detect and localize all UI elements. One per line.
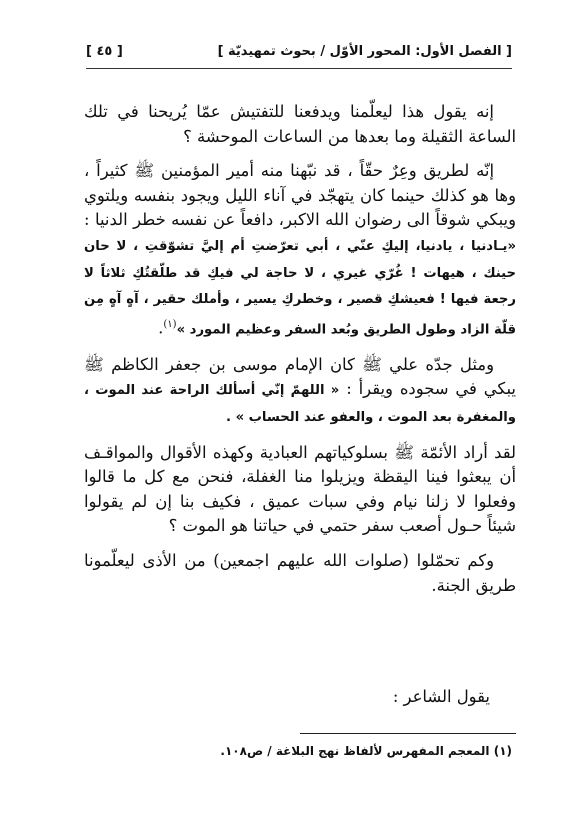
footnote-divider xyxy=(300,733,516,734)
paragraph-text: لقد أراد الأئمّة ﷺ بسلوكياتهم العبادية وكهذه الأقوال والمواقـف أن يبعثوا فينا اليقظة ويزيلوا منا الغفلة، فنحن مع كل ما قالوا وفعلوا لا زلنا نيام وفي سبات عميق ، فكيف بنا إن لم يقولوا شيئاً حـول أصعب سفر حتمي في حياتنا هو الموت ؟ xyxy=(84,442,516,536)
paragraph-text: ومثل جدّه علي ﷺ كان الإمام موسى بن جعفر الكاظم ﷺ يبكي في سجوده ويقرأ : xyxy=(84,354,516,399)
paragraph-3 xyxy=(84,353,516,431)
poet-intro-line: يقول الشاعر : xyxy=(392,687,490,706)
header-divider xyxy=(86,68,512,69)
chapter-title: [ الفصل الأول: المحور الأوّل / بحوث تمهيديّة ] xyxy=(217,44,512,59)
paragraph-tail: . xyxy=(158,318,164,338)
footnote-reference: (١) xyxy=(163,318,177,330)
quote-text: « اللهمّ إنّي أسألك الراحة عند الموت ، والمغفرة بعد الموت ، والعفو عند الحساب » . xyxy=(84,383,516,425)
paragraph-text: إنّه لطريق وعِرٌ حقّاً ، قد نبّهنا منه أمير المؤمنين ﷺ كثيراً ، وها هو كذلك حينما كان يتهجّد في آناء الليل ويجود بنفسه ويلتوي ويبكي شوقاً الى رضوان الله الاكبر، دافعاً عن نفسه خطر الدنيا : xyxy=(84,161,516,230)
paragraph-text: إنه يقول هذا ليعلّمنا ويدفعنا للتفتيش عمّا يُريحنا في تلك الساعة الثقيلة وما بعدها من الساعات الموحشة ؟ xyxy=(84,102,516,146)
paragraph-5 xyxy=(84,549,516,598)
footnote: (١) المعجم المفهرس لألفاظ نهج البلاغة / ص١٠٨. xyxy=(220,744,512,758)
paragraph-text: وكم تحمّلوا (صلوات الله عليهم اجمعين) من الأذى ليعلّمونا طريق الجنة. xyxy=(84,550,516,595)
paragraph-2 xyxy=(84,159,516,343)
page-header xyxy=(86,44,512,66)
body-text xyxy=(84,100,516,608)
page-number: [ ٤٥ ] xyxy=(86,44,123,59)
paragraph-1 xyxy=(84,100,516,149)
paragraph-4 xyxy=(84,441,516,539)
quote-text: «يـادنيا ، يادنيا، إليكِ عنّي ، أبي تعرّضتِ أم إليَّ تشوّقتِ ، لا حان حينك ، هيهات ! غُرّي غيري ، لا حاجة لي فيكِ قد طلّقتُكِ ثلاثاً لا رجعة فيها ! فعيشكِ قصير ، وخطركِ يسير ، وأملك حقير ، آهٍ آهٍ مِن قلّة الزاد وطول الطريق وبُعد السفر وعظيم المورد » xyxy=(84,238,516,338)
